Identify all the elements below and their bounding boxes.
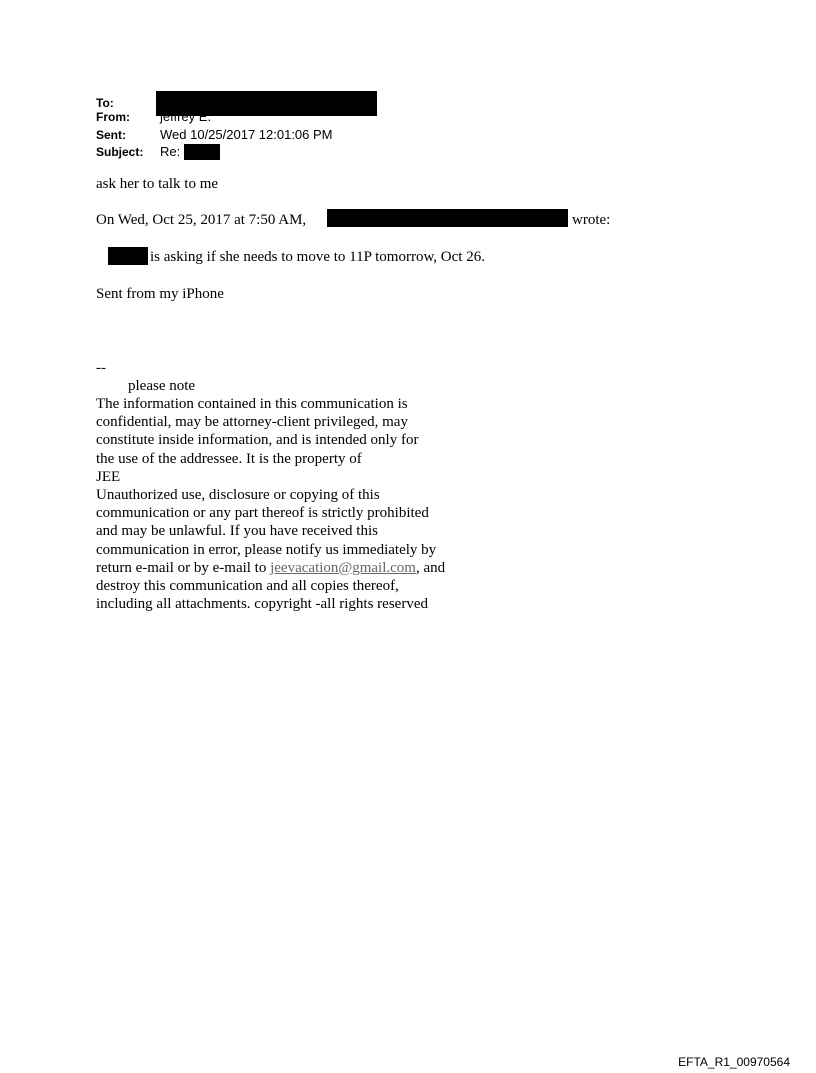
- reply-text: ask her to talk to me: [96, 176, 219, 192]
- notice-line: communication or any part thereof is strictly prohibited: [96, 505, 429, 522]
- footer-separator: --: [96, 360, 106, 376]
- notice-email-line: [96, 559, 445, 577]
- email-line-prefix: return e-mail or by e-mail to: [96, 559, 271, 576]
- from-value: jeffrey E.: [160, 109, 212, 124]
- quoted-name-redaction: [108, 247, 148, 265]
- notice-line: and may be unlawful. If you have received this: [96, 523, 378, 540]
- notice-line: communication in error, please notify us immediately by: [96, 541, 437, 558]
- notice-line: destroy this communication and all copies thereof,: [96, 577, 399, 594]
- quote-intro-prefix: On Wed, Oct 25, 2017 at 7:50 AM,: [96, 212, 307, 228]
- confidentiality-notice: [96, 395, 445, 613]
- footer-note: please note: [128, 378, 196, 394]
- notice-line: Unauthorized use, disclosure or copying of this: [96, 486, 380, 503]
- subject-redaction: [184, 144, 220, 160]
- quoted-text: is asking if she needs to move to 11P tomorrow, Oct 26.: [150, 249, 485, 265]
- notice-line: constitute inside information, and is intended only for: [96, 432, 419, 449]
- email-line-suffix: , and: [415, 559, 446, 576]
- quote-intro-suffix: wrote:: [572, 212, 611, 228]
- sent-value: Wed 10/25/2017 12:01:06 PM: [160, 127, 333, 142]
- notice-line: confidential, may be attorney-client privileged, may: [96, 414, 408, 431]
- email-link[interactable]: jeevacation@gmail.com: [270, 559, 416, 576]
- notice-line: The information contained in this communication is: [96, 396, 408, 412]
- subject-label: Subject:: [96, 145, 144, 159]
- document-id: EFTA_R1_00970564: [678, 1055, 790, 1069]
- notice-line: JEE: [96, 468, 121, 485]
- from-label: From:: [96, 110, 130, 124]
- notice-line: including all attachments. copyright -all rights reserved: [96, 596, 428, 613]
- subject-value: Re:: [160, 144, 181, 159]
- sent-label: Sent:: [96, 128, 126, 142]
- signature: Sent from my iPhone: [96, 286, 224, 302]
- sender-redaction: [327, 209, 568, 227]
- to-label: To:: [96, 96, 114, 110]
- notice-line: the use of the addressee. It is the property of: [96, 450, 362, 467]
